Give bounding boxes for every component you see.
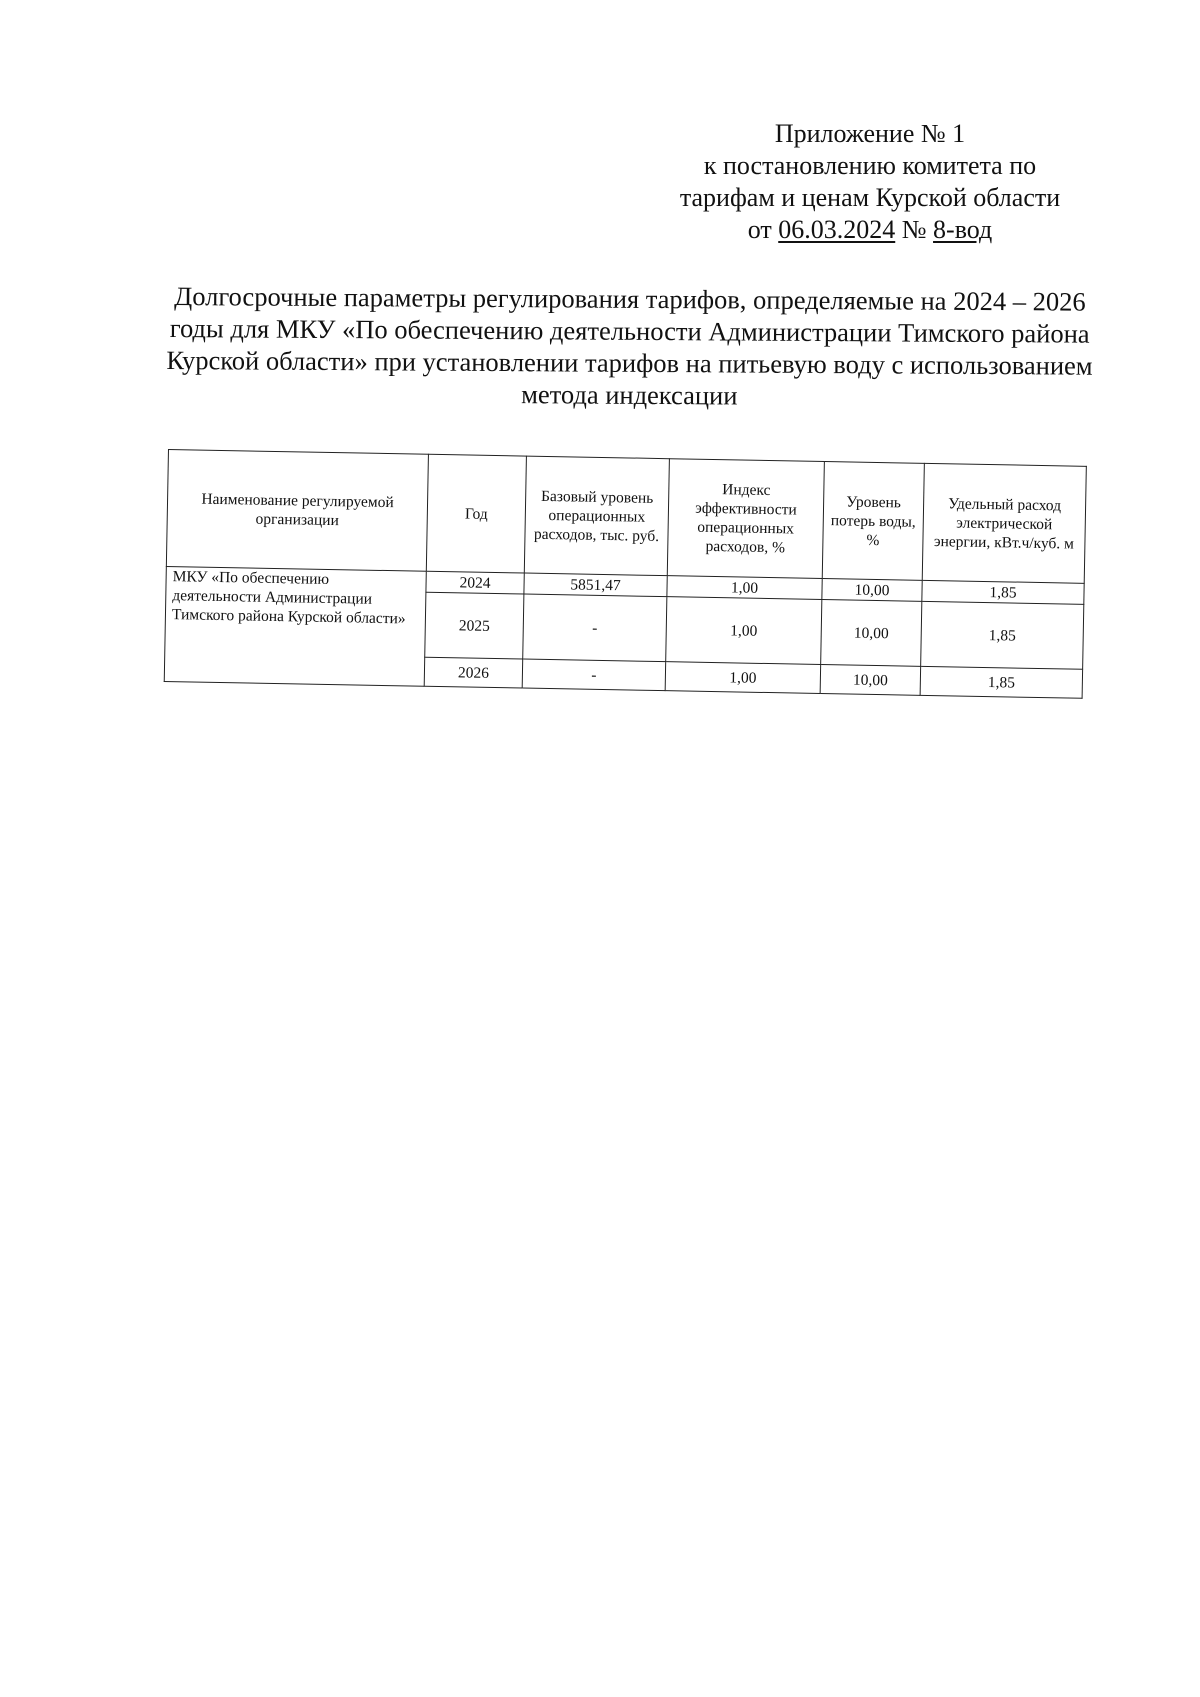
header-water-loss: Уровень потерь воды, % [822, 462, 924, 581]
header-year: Год [426, 454, 526, 573]
document-title: Долгосрочные параметры регулирования тарифов, определяемые на 2024 – 2026 годы для МКУ «По обеспечению деятельности Администрации Тимского района Курской области» при установлении тарифов на питьевую воду с использованием метода индексации [166, 281, 1093, 411]
water-loss-cell: 10,00 [821, 600, 922, 667]
water-loss-cell: 10,00 [820, 664, 921, 695]
appendix-header [640, 118, 1100, 246]
parameters-table [164, 449, 1087, 699]
appendix-number: Приложение № 1 [774, 119, 966, 148]
header-efficiency-index: Индекс эффективности операционных расходов, % [667, 459, 824, 579]
efficiency-index-cell: 1,00 [666, 597, 822, 665]
header-organization: Наименование регулируемой организации [166, 450, 428, 572]
year-cell: 2025 [425, 592, 524, 659]
decree-number: 8-вод [933, 215, 993, 244]
energy-rate-cell: 1,85 [922, 580, 1084, 604]
efficiency-index-cell: 1,00 [665, 662, 821, 694]
base-cost-cell: 5851,47 [524, 573, 667, 597]
header-base-cost: Базовый уровень операционных расходов, тыс. руб. [524, 456, 669, 576]
number-prefix: № [895, 215, 934, 244]
water-loss-cell: 10,00 [822, 579, 922, 602]
table-header-row [166, 450, 1086, 584]
appendix-reference: к постановлению комитета по [703, 151, 1037, 180]
energy-rate-cell: 1,85 [921, 601, 1084, 669]
year-cell: 2026 [424, 657, 523, 688]
efficiency-index-cell: 1,00 [667, 576, 822, 600]
parameters-table-wrap [164, 449, 1086, 699]
organization-cell: МКУ «По обеспечению деятельности Администрации Тимского района Курской области» [164, 566, 426, 686]
energy-rate-cell: 1,85 [920, 666, 1083, 698]
base-cost-cell: - [522, 659, 666, 691]
appendix-committee: тарифам и ценам Курской области [679, 183, 1061, 212]
year-cell: 2024 [426, 571, 524, 594]
base-cost-cell: - [523, 594, 667, 662]
appendix-date-line [640, 214, 1100, 246]
date-prefix: от [747, 215, 779, 244]
header-energy-rate: Удельный расход электрической энергии, кВт.ч/куб. м [922, 463, 1086, 583]
decree-date: 06.03.2024 [778, 215, 896, 244]
